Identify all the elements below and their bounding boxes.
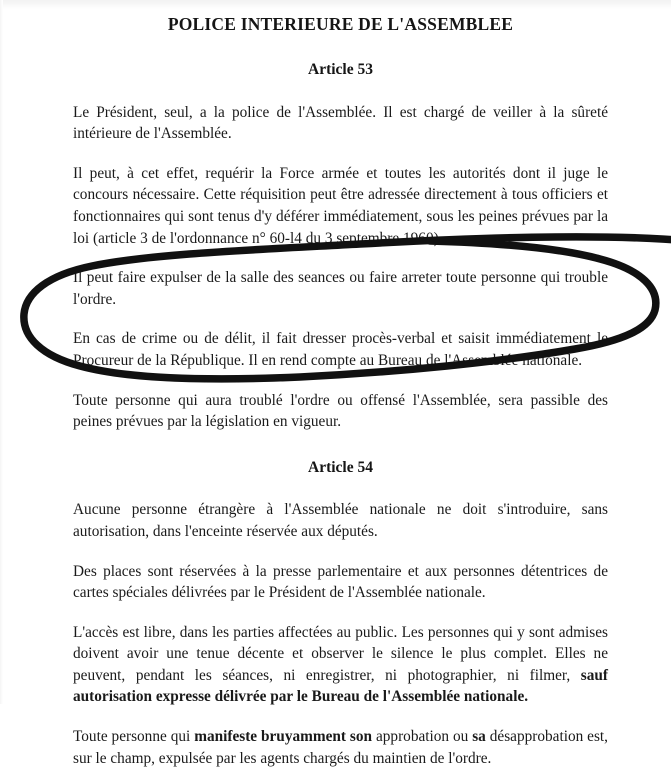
article-heading-54: Article 54 xyxy=(308,458,373,476)
paragraph-president-police: Le Président, seul, a la police de l'Assemblée. Il est chargé de veiller à la sûreté intérieure de l'Assemblée. xyxy=(73,103,608,143)
spacer xyxy=(73,543,608,561)
paragraph-trouble-ordre: Toute personne qui aura troublé l'ordre ou offensé l'Assemblée, sera passible des peines prévues par la législation en vigueur. xyxy=(73,391,608,431)
spacer xyxy=(73,708,608,726)
article-heading-53: Article 53 xyxy=(308,61,373,78)
document-body xyxy=(73,0,608,769)
spacer xyxy=(73,249,608,267)
spacer xyxy=(73,433,608,459)
spacer xyxy=(73,604,608,622)
page-title: POLICE INTERIEURE DE L'ASSEMBLEE xyxy=(167,14,514,34)
spacer xyxy=(73,310,608,328)
spacer xyxy=(73,372,608,390)
paragraph-force-armee: Il peut, à cet effet, requérir la Force armée et toutes les autorités dont il juge le concours nécessaire. Cette réquisition peut être adressée directement à tous officiers et fonctionnaires qui sont tenus d'y déférer immédiatement, sous les peines prévues par la loi (article 3 de l'ordonnance n° 60-l4 du 3 septembre 1960). xyxy=(73,164,608,247)
paragraph-crime-delit: En cas de crime ou de délit, il fait dresser procès-verbal et saisit immédiatement le Procureur de la République. Il en rend compte au Bureau de l'Assemblée nationale. xyxy=(73,330,608,369)
paragraph-places-presse: Des places sont réservées à la presse parlementaire et aux personnes détentrices de cartes spéciales délivrées par le Président de l'Assemblée nationale. xyxy=(73,562,608,602)
scan-left-edge-artifact xyxy=(0,0,3,704)
manifeste-bold1: manifeste bruyamment son xyxy=(194,728,373,746)
spacer xyxy=(73,80,608,102)
paragraph-expulser: Il peut faire expulser de la salle des seances ou faire arreter toute personne qui trouble l'ordre. xyxy=(73,269,608,308)
spacer xyxy=(73,145,608,163)
manifeste-part1: Toute personne qui xyxy=(73,728,195,746)
acces-bold-tail: sauf autorisation expresse délivrée par le Bureau de l'Assemblée nationale. xyxy=(73,666,608,706)
spacer xyxy=(73,477,608,499)
manifeste-bold2: sa xyxy=(472,728,486,746)
manifeste-part3: désapprobation est, sur le champ, expulsée par les agents chargés du maintien de l'ordre. xyxy=(73,728,608,767)
paragraph-acces-libre xyxy=(73,622,608,708)
acces-lead-text: L'accès est libre, dans les parties affectées au public. Les personnes qui y sont admises doivent avoir une tenue décente et observer le silence le plus complet. Elles ne peuvent, pendant les séances, ni enregistrer, ni photographier, ni filmer, xyxy=(73,623,608,684)
paragraph-personne-etrangere: Aucune personne étrangère à l'Assemblée nationale ne doit s'introduire, sans autorisation, dans l'enceinte réservée aux députés. xyxy=(73,501,608,540)
spacer xyxy=(73,35,608,61)
paragraph-manifeste-bruyamment xyxy=(73,726,608,769)
manifeste-part2: approbation ou xyxy=(372,728,473,746)
